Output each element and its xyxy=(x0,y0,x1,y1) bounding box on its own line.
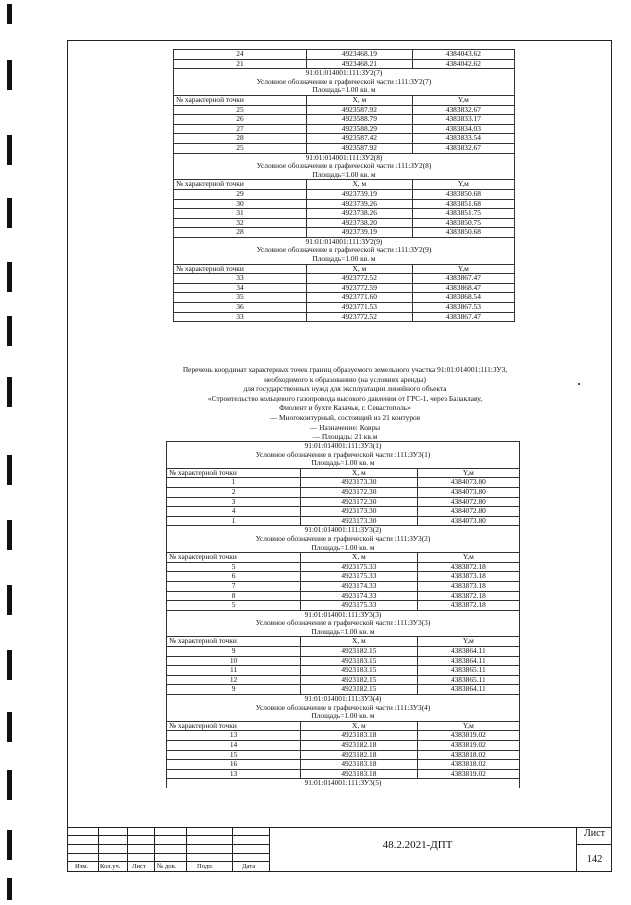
binder-mark xyxy=(7,585,12,615)
y-coordinate: 4383868.47 xyxy=(412,283,514,293)
table-row xyxy=(174,209,515,219)
x-coordinate: 4923182.15 xyxy=(301,647,417,657)
point-number: 21 xyxy=(174,59,307,69)
table-row xyxy=(167,656,520,666)
section-header-row xyxy=(174,162,515,171)
y-coordinate: 4384072.80 xyxy=(417,507,519,517)
table-row xyxy=(167,675,520,685)
y-coordinate: 4384073.80 xyxy=(417,487,519,497)
point-number: 1 xyxy=(167,478,301,488)
column-header-x-coordinate: X, м xyxy=(301,721,417,731)
column-header-x-coordinate: X, м xyxy=(301,553,417,563)
y-coordinate: 4383819.02 xyxy=(417,741,519,751)
section-header-row xyxy=(174,153,515,162)
y-coordinate: 4383818.02 xyxy=(417,760,519,770)
binder-mark xyxy=(7,198,12,228)
column-header-point-number: № характерной точки xyxy=(167,468,301,478)
section-header-row xyxy=(167,535,520,544)
column-header-point-number: № характерной точки xyxy=(167,553,301,563)
heading-line: необходимого к образованию (на условиях аренды) xyxy=(264,374,426,384)
coordinates-table-zu2 xyxy=(173,49,515,322)
column-header-y-coordinate: Y,м xyxy=(417,721,519,731)
y-coordinate: 4383865.11 xyxy=(417,666,519,676)
section-header-row xyxy=(167,619,520,628)
column-header-x-coordinate: X, м xyxy=(301,637,417,647)
table-row xyxy=(167,760,520,770)
point-number: 5 xyxy=(167,601,301,611)
section-header-text: 91:01:014001:111:ЗУ2(8) xyxy=(174,153,515,162)
section-header-row xyxy=(167,442,520,451)
y-coordinate: 4383832.67 xyxy=(412,143,514,153)
section-header-row xyxy=(167,628,520,637)
stamp-line xyxy=(577,844,612,845)
table-row xyxy=(174,303,515,313)
point-number: 16 xyxy=(167,760,301,770)
y-coordinate: 4383867.47 xyxy=(412,274,514,284)
y-coordinate: 4384043.62 xyxy=(412,50,514,60)
table-row xyxy=(167,478,520,488)
y-coordinate: 4383819.02 xyxy=(417,769,519,779)
point-number: 25 xyxy=(174,143,307,153)
x-coordinate: 4923588.29 xyxy=(306,124,412,134)
x-coordinate: 4923772.52 xyxy=(306,312,412,322)
point-number: 11 xyxy=(167,666,301,676)
x-coordinate: 4923772.59 xyxy=(306,283,412,293)
y-coordinate: 4383868.54 xyxy=(412,293,514,303)
y-coordinate: 4383834.03 xyxy=(412,124,514,134)
section-header-text: Условное обозначение в графической части :111:ЗУ3(2) xyxy=(167,535,520,544)
y-coordinate: 4383851.68 xyxy=(412,199,514,209)
binder-mark xyxy=(7,770,12,800)
point-number: 32 xyxy=(174,218,307,228)
point-number: 9 xyxy=(167,647,301,657)
table-row xyxy=(167,731,520,741)
section-header-text: Площадь=1.00 кв. м xyxy=(174,86,515,95)
y-coordinate: 4383872.18 xyxy=(417,562,519,572)
table-row xyxy=(167,750,520,760)
column-header-row xyxy=(174,264,515,274)
point-number: 3 xyxy=(167,497,301,507)
table-row xyxy=(167,497,520,507)
coordinates-table-zu3 xyxy=(166,441,520,788)
table-row xyxy=(174,189,515,199)
x-coordinate: 4923739.26 xyxy=(306,199,412,209)
section-header-row xyxy=(167,695,520,704)
table-row xyxy=(167,741,520,751)
binder-mark xyxy=(7,712,12,742)
column-header-point-number: № характерной точки xyxy=(167,721,301,731)
heading-line: Перечень координат характерных точек границ образуемого земельного участка 91:01:014001:111:ЗУ3, xyxy=(182,365,508,374)
y-coordinate: 4383850.75 xyxy=(412,218,514,228)
point-number: 13 xyxy=(167,769,301,779)
y-coordinate: 4383873.18 xyxy=(417,572,519,582)
y-coordinate: 4383872.18 xyxy=(417,601,519,611)
x-coordinate: 4923173.30 xyxy=(301,507,417,517)
table-row xyxy=(167,769,520,779)
point-number: 1 xyxy=(167,516,301,526)
x-coordinate: 4923174.33 xyxy=(301,581,417,591)
point-number: 6 xyxy=(167,572,301,582)
table-row xyxy=(167,562,520,572)
section-header-row xyxy=(174,69,515,78)
section-header-row xyxy=(167,779,520,788)
column-header-point-number: № характерной точки xyxy=(167,637,301,647)
x-coordinate: 4923587.92 xyxy=(306,105,412,115)
sheet-number: 142 xyxy=(586,854,603,865)
x-coordinate: 4923772.52 xyxy=(306,274,412,284)
section-header-text: Условное обозначение в графической части :111:ЗУ3(3) xyxy=(167,619,520,628)
x-coordinate: 4923183.15 xyxy=(301,656,417,666)
table-row xyxy=(174,218,515,228)
y-coordinate: 4384073.80 xyxy=(417,478,519,488)
section-header-text: 91:01:014001:111:ЗУ3(5) xyxy=(167,779,520,788)
section-header-text: 91:01:014001:111:ЗУ3(1) xyxy=(167,442,520,451)
section-header-row xyxy=(174,171,515,180)
point-number: 24 xyxy=(174,50,307,60)
x-coordinate: 4923468.21 xyxy=(306,59,412,69)
section-header-text: Условное обозначение в графической части :111:ЗУ3(1) xyxy=(167,451,520,460)
y-coordinate: 4383833.54 xyxy=(412,134,514,144)
binder-mark xyxy=(7,135,12,165)
section-header-row xyxy=(167,544,520,553)
x-coordinate: 4923173.30 xyxy=(301,516,417,526)
y-coordinate: 4383832.67 xyxy=(412,105,514,115)
stamp-label-list: Лист xyxy=(132,863,146,870)
point-number: 7 xyxy=(167,581,301,591)
y-coordinate: 4383867.47 xyxy=(412,312,514,322)
y-coordinate: 4383833.17 xyxy=(412,115,514,125)
heading-line: — Назначение: Ковры xyxy=(309,422,381,432)
section-header-text: Площадь=1.00 кв. м xyxy=(167,544,520,553)
x-coordinate: 4923182.15 xyxy=(301,685,417,695)
x-coordinate: 4923175.33 xyxy=(301,572,417,582)
point-number: 30 xyxy=(174,199,307,209)
column-header-row xyxy=(167,553,520,563)
y-coordinate: 4383873.18 xyxy=(417,581,519,591)
column-header-y-coordinate: Y,м xyxy=(417,553,519,563)
section-header-row xyxy=(167,451,520,460)
point-number: 4 xyxy=(167,507,301,517)
column-header-y-coordinate: Y,м xyxy=(412,180,514,190)
table-row xyxy=(174,312,515,322)
y-coordinate: 4383818.02 xyxy=(417,750,519,760)
x-coordinate: 4923173.30 xyxy=(301,478,417,488)
y-coordinate: 4383864.11 xyxy=(417,647,519,657)
binder-mark xyxy=(7,262,12,292)
section-header-text: 91:01:014001:111:ЗУ3(4) xyxy=(167,695,520,704)
column-header-x-coordinate: X, м xyxy=(306,264,412,274)
y-coordinate: 4383872.18 xyxy=(417,591,519,601)
section-header-row xyxy=(167,526,520,535)
x-coordinate: 4923172.30 xyxy=(301,487,417,497)
x-coordinate: 4923172.30 xyxy=(301,497,417,507)
binder-mark xyxy=(7,830,12,860)
section-header-text: Площадь=1.00 кв. м xyxy=(167,628,520,637)
table-row xyxy=(174,274,515,284)
point-number: 28 xyxy=(174,228,307,238)
x-coordinate: 4923183.18 xyxy=(301,760,417,770)
point-number: 12 xyxy=(167,675,301,685)
table-row xyxy=(167,487,520,497)
column-header-row xyxy=(167,721,520,731)
y-coordinate: 4384073.80 xyxy=(417,516,519,526)
point-number: 8 xyxy=(167,591,301,601)
section-header-text: Условное обозначение в графической части :111:ЗУ3(4) xyxy=(167,704,520,713)
table-row xyxy=(167,647,520,657)
table-row xyxy=(167,581,520,591)
point-number: 29 xyxy=(174,189,307,199)
section-header-text: 91:01:014001:111:ЗУ3(2) xyxy=(167,526,520,535)
stamp-label-izm: Изм. xyxy=(75,863,89,870)
stamp-label-data: Дата xyxy=(242,863,256,870)
y-coordinate: 4383864.11 xyxy=(417,685,519,695)
table-row xyxy=(167,507,520,517)
y-coordinate: 4383867.53 xyxy=(412,303,514,313)
coordinates-list-heading xyxy=(120,365,570,442)
column-header-row xyxy=(167,468,520,478)
point-number: 34 xyxy=(174,283,307,293)
column-header-x-coordinate: X, м xyxy=(306,95,412,105)
section-header-text: Площадь=1.00 кв. м xyxy=(167,459,520,468)
point-number: 9 xyxy=(167,685,301,695)
x-coordinate: 4923587.92 xyxy=(306,143,412,153)
section-header-row xyxy=(167,610,520,619)
section-header-row xyxy=(167,712,520,721)
column-header-point-number: № характерной точки xyxy=(174,95,307,105)
y-coordinate: 4383864.11 xyxy=(417,656,519,666)
point-number: 31 xyxy=(174,209,307,219)
table-row xyxy=(167,685,520,695)
x-coordinate: 4923183.15 xyxy=(301,666,417,676)
table-row xyxy=(167,516,520,526)
heading-line: — Площадь: 21 кв.м xyxy=(312,432,378,442)
column-header-row xyxy=(167,637,520,647)
point-number: 27 xyxy=(174,124,307,134)
heading-line: для государственных нужд для эксплуатации линейного объекта xyxy=(243,384,447,394)
binder-mark xyxy=(7,4,12,24)
y-coordinate: 4383865.11 xyxy=(417,675,519,685)
section-header-text: 91:01:014001:111:ЗУ2(7) xyxy=(174,69,515,78)
y-coordinate: 4383850.68 xyxy=(412,189,514,199)
stamp-label-podp: Подп. xyxy=(197,863,214,870)
table-row xyxy=(167,666,520,676)
section-header-text: Площадь=1.00 кв. м xyxy=(174,255,515,264)
section-header-row xyxy=(167,704,520,713)
table-row xyxy=(174,105,515,115)
column-header-row xyxy=(174,180,515,190)
section-header-text: Площадь=1.00 кв. м xyxy=(167,712,520,721)
table-row xyxy=(167,572,520,582)
section-header-text: 91:01:014001:111:ЗУ2(9) xyxy=(174,237,515,246)
x-coordinate: 4923175.33 xyxy=(301,562,417,572)
x-coordinate: 4923174.33 xyxy=(301,591,417,601)
sheet-label: Лист xyxy=(584,828,605,839)
table-row xyxy=(174,199,515,209)
x-coordinate: 4923175.33 xyxy=(301,601,417,611)
section-header-row xyxy=(174,237,515,246)
document-number: 48.2.2021-ДПТ xyxy=(382,839,453,851)
section-header-text: 91:01:014001:111:ЗУ3(3) xyxy=(167,610,520,619)
x-coordinate: 4923771.60 xyxy=(306,293,412,303)
binder-mark xyxy=(7,316,12,346)
binder-mark xyxy=(7,60,12,90)
x-coordinate: 4923771.53 xyxy=(306,303,412,313)
point-number: 25 xyxy=(174,105,307,115)
binder-mark xyxy=(7,650,12,680)
x-coordinate: 4923588.79 xyxy=(306,115,412,125)
binder-mark xyxy=(7,878,12,900)
point-number: 33 xyxy=(174,274,307,284)
heading-line: «Строительство кольцевого газопровода высокого давления от ГРС-1, через Балаклаву, xyxy=(207,393,483,403)
stamp-label-doc: № док. xyxy=(157,863,177,870)
y-coordinate: 4384042.62 xyxy=(412,59,514,69)
x-coordinate: 4923183.18 xyxy=(301,769,417,779)
point-number: 33 xyxy=(174,312,307,322)
stray-dot xyxy=(578,383,580,385)
table-row xyxy=(174,228,515,238)
section-header-text: Условное обозначение в графической части :111:ЗУ2(9) xyxy=(174,246,515,255)
column-header-y-coordinate: Y,м xyxy=(412,264,514,274)
x-coordinate: 4923738.26 xyxy=(306,209,412,219)
y-coordinate: 4383851.75 xyxy=(412,209,514,219)
point-number: 13 xyxy=(167,731,301,741)
point-number: 2 xyxy=(167,487,301,497)
point-number: 5 xyxy=(167,562,301,572)
table-row xyxy=(174,124,515,134)
column-header-point-number: № характерной точки xyxy=(174,264,307,274)
y-coordinate: 4383819.02 xyxy=(417,731,519,741)
binder-mark xyxy=(7,455,12,485)
section-header-row xyxy=(167,459,520,468)
table-row xyxy=(174,293,515,303)
point-number: 10 xyxy=(167,656,301,666)
point-number: 36 xyxy=(174,303,307,313)
table-row xyxy=(174,50,515,60)
table-row xyxy=(174,59,515,69)
table-row xyxy=(174,143,515,153)
x-coordinate: 4923182.18 xyxy=(301,750,417,760)
x-coordinate: 4923739.19 xyxy=(306,228,412,238)
section-header-text: Условное обозначение в графической части :111:ЗУ2(7) xyxy=(174,78,515,87)
binder-mark xyxy=(7,520,12,550)
x-coordinate: 4923738.20 xyxy=(306,218,412,228)
x-coordinate: 4923587.42 xyxy=(306,134,412,144)
point-number: 35 xyxy=(174,293,307,303)
column-header-y-coordinate: Y,м xyxy=(417,468,519,478)
section-header-row xyxy=(174,78,515,87)
stamp-label-kol-uch: Кол.уч. xyxy=(100,863,121,870)
point-number: 28 xyxy=(174,134,307,144)
table-row xyxy=(174,283,515,293)
column-header-x-coordinate: X, м xyxy=(306,180,412,190)
table-row xyxy=(174,115,515,125)
point-number: 26 xyxy=(174,115,307,125)
section-header-row xyxy=(174,246,515,255)
table-row xyxy=(167,601,520,611)
heading-line: Фиолент и бухте Казачья, г. Севастополь» xyxy=(279,403,411,413)
section-header-text: Условное обозначение в графической части :111:ЗУ2(8) xyxy=(174,162,515,171)
section-header-row xyxy=(174,255,515,264)
x-coordinate: 4923183.18 xyxy=(301,731,417,741)
x-coordinate: 4923182.15 xyxy=(301,675,417,685)
table-row xyxy=(167,591,520,601)
table-row xyxy=(174,134,515,144)
column-header-y-coordinate: Y,м xyxy=(417,637,519,647)
column-header-row xyxy=(174,95,515,105)
x-coordinate: 4923182.18 xyxy=(301,741,417,751)
heading-line: — Многоконтурный, состоящий из 21 контуров xyxy=(269,412,421,422)
y-coordinate: 4383850.68 xyxy=(412,228,514,238)
column-header-x-coordinate: X, м xyxy=(301,468,417,478)
column-header-y-coordinate: Y,м xyxy=(412,95,514,105)
x-coordinate: 4923468.19 xyxy=(306,50,412,60)
binder-mark xyxy=(7,377,12,407)
column-header-point-number: № характерной точки xyxy=(174,180,307,190)
y-coordinate: 4384072.80 xyxy=(417,497,519,507)
section-header-row xyxy=(174,86,515,95)
point-number: 14 xyxy=(167,741,301,751)
point-number: 15 xyxy=(167,750,301,760)
x-coordinate: 4923739.19 xyxy=(306,189,412,199)
section-header-text: Площадь=1.00 кв. м xyxy=(174,171,515,180)
